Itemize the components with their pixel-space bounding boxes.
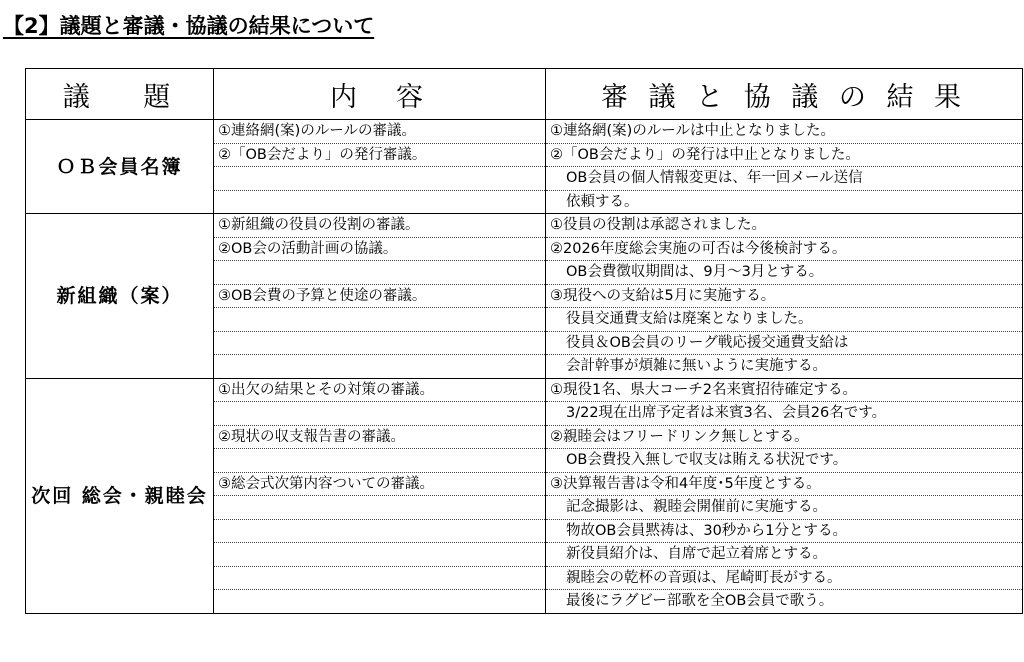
content-cell [214, 167, 546, 191]
content-cell [214, 449, 546, 473]
content-cell: ③OB会費の予算と使途の審議。 [214, 284, 546, 308]
table-header-row [26, 69, 1023, 120]
topic-cell: 次回 総会・親睦会 [26, 378, 214, 613]
content-cell [214, 519, 546, 543]
header-content: 内 容 [214, 69, 546, 120]
table-row [26, 378, 1023, 402]
result-cell: 新役員紹介は、自席で起立着席とする。 [546, 543, 1023, 567]
result-cell: 3/22現在出席予定者は来賓3名、会員26名です。 [546, 402, 1023, 426]
content-cell [214, 308, 546, 332]
content-cell [214, 190, 546, 214]
result-cell: 役員交通費支給は廃案となりました。 [546, 308, 1023, 332]
header-topic: 議 題 [26, 69, 214, 120]
result-cell: OB会員の個人情報変更は、年一回メール送信 [546, 167, 1023, 191]
result-cell: 会計幹事が煩雑に無いように実施する。 [546, 355, 1023, 379]
result-cell: OB会費投入無しで収支は賄える状況です。 [546, 449, 1023, 473]
result-cell: 物故OB会員黙祷は、30秒から1分とする。 [546, 519, 1023, 543]
content-cell [214, 261, 546, 285]
content-cell [214, 355, 546, 379]
result-cell: 記念撮影は、親睦会開催前に実施する。 [546, 496, 1023, 520]
section-heading: 【2】議題と審議・協議の結果について [3, 14, 375, 38]
content-cell: ②OB会の活動計画の協議。 [214, 237, 546, 261]
result-cell: ①連絡網(案)のルールは中止となりました。 [546, 120, 1023, 144]
table-row [26, 214, 1023, 238]
result-cell: ②親睦会はフリードリンク無しとする。 [546, 425, 1023, 449]
result-cell: ③現役への支給は5月に実施する。 [546, 284, 1023, 308]
content-cell: ①新組織の役員の役割の審議。 [214, 214, 546, 238]
result-cell: ③決算報告書は令和4年度･5年度とする。 [546, 472, 1023, 496]
topic-cell: ＯＢ会員名簿 [26, 120, 214, 214]
result-cell: OB会費徴収期間は、9月～3月とする。 [546, 261, 1023, 285]
content-cell [214, 566, 546, 590]
content-cell: ③総会式次第内容ついての審議。 [214, 472, 546, 496]
result-cell: 親睦会の乾杯の音頭は、尾崎町長がする。 [546, 566, 1023, 590]
topic-cell: 新組織（案） [26, 214, 214, 379]
table-row [26, 120, 1023, 144]
result-cell: ①役員の役割は承認されました。 [546, 214, 1023, 238]
content-cell: ②現状の収支報告書の審議。 [214, 425, 546, 449]
result-cell: ②2026年度総会実施の可否は今後検討する。 [546, 237, 1023, 261]
table-body [26, 120, 1023, 614]
content-cell [214, 331, 546, 355]
result-cell: 最後にラグビー部歌を全OB会員で歌う。 [546, 590, 1023, 614]
content-cell [214, 543, 546, 567]
content-cell: ②「OB会だより」の発行審議。 [214, 143, 546, 167]
result-cell: ②「OB会だより」の発行は中止となりました。 [546, 143, 1023, 167]
agenda-results-table [25, 68, 1023, 614]
content-cell: ①連絡網(案)のルールの審議。 [214, 120, 546, 144]
content-cell: ①出欠の結果とその対策の審議。 [214, 378, 546, 402]
content-cell [214, 496, 546, 520]
content-cell [214, 590, 546, 614]
header-result: 審 議 と 協 議 の 結 果 [546, 69, 1023, 120]
result-cell: 依頼する。 [546, 190, 1023, 214]
result-cell: ①現役1名、県大コーチ2名来賓招待確定する。 [546, 378, 1023, 402]
content-cell [214, 402, 546, 426]
result-cell: 役員＆OB会員のリーグ戦応援交通費支給は [546, 331, 1023, 355]
